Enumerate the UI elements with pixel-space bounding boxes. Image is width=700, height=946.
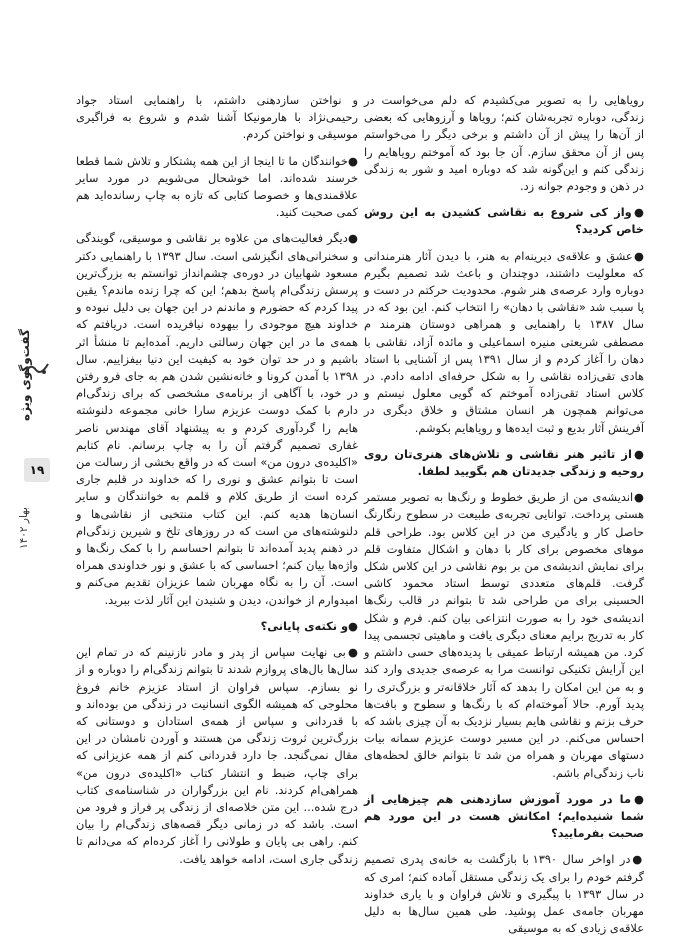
section-title: گفت‌وگوی ویژه	[18, 329, 32, 421]
issue-date: بهار ۱۴۰۲	[18, 507, 30, 549]
paragraph: ●در اواخر سال ۱۳۹۰ با بازگشت به خانه‌ی پدری تصمیم گرفتم خودم را برای یک زندگی مستقل آماده کنم؛ امری که در سال ۱۳۹۳ با پیگیری و تلاش فراوان و با یاری خداوند مهربان جامه‌ی عمل پوشید. طی همین سال‌ها به دلیل علاقه‌ی زیادی که به موسیقی	[364, 852, 645, 936]
interview-question: ●و نکته‌ی پایانی؟	[260, 618, 358, 633]
article-column-right	[364, 92, 644, 946]
paragraph: ●بی نهایت سپاس از پدر و مادر نازنینم که در تمام این سال‌ها بال‌های پروازم شدند تا بتوانم زندگی‌ام را دوباره و از نو بسازم. سپاس فراوان از استاد عزیزم خانم فروغ محلوجی که همیشه الگوی انسانیت در زندگی من بوده‌اند و با قدردانی و سپاس از همه‌ی استادان و دوستانی که بزرگ‌ترین ثروت زندگی من هستند و آوردن نامشان در این مقال نمی‌گنجد. جا دارد قدردانی کنم از همه عزیزانی که برای چاپ، ضبط و انتشار کتاب «اکلیده‌ی درون من» همراهی‌ام کردند. نام این بزرگواران در شناسنامه‌ی کتاب درج شده... این متن خلاصه‌ای از زندگی پر فراز و فرود من است. باشد که در زمانی دیگر قصه‌های زندگی‌ام را بیان کنم. راهی بی پایان و طولانی را آغاز کرده‌ام که می‌دانم تا زندگی جاری است، ادامه خواهد یافت.	[76, 645, 358, 866]
paragraph: رویاهایی را به تصویر می‌کشیدم که دلم می‌خواست در زندگی، دوباره تجربه‌شان کنم؛ رویاها و آرزوهایی که بعضی از آن‌ها را پیش از آن داشتم و برخی دیگر را می‌خواستم پس از آن محقق سازم. آن جا بود که آموختم رویاهایم را زندگی کنم و این‌گونه شد که دوباره امید و شور به زندگی در ذهن و وجودم جوانه زد.	[364, 93, 644, 194]
page-number: ۱۹	[24, 458, 50, 482]
paragraph: ●دیگر فعالیت‌های من علاوه بر نقاشی و موسیقی، گویندگی و سخنرانی‌های انگیزشی است. سال ۱۳۹۳ با راهنمایی دکتر مسعود شهابیان در دوره‌ی چشم‌انداز توانستم به بزرگ‌ترین پرسش زندگی‌ام پاسخ بدهم؛ این که چرا زنده ماندم؟ یقین پیدا کردم که حضورم و ماندنم در این جهان بی دلیل نبوده و خداوند هیچ موجودی را بیهوده نیافریده است. دریافتم که همه‌ی ما در این جهان رسالتی داریم. آمده‌ایم تا منشأ اثر باشیم و در حد توان خود به کیفیت این دنیا بیفزاییم. سال ۱۳۹۸ با آمدن کرونا و خانه‌نشین شدن هم به جای فرو رفتن در خود، با آگاهی از برنامه‌ی مشخصی که برای زندگی‌ام دارم با کمک دوست عزیزم سارا خانی مجموعه دلنوشته هایم را گردآوری کردم و به پیشنهاد آقای مهندس ناصر غفاری تصمیم گرفتم آن را به چاپ برسانم. نام کتابم «اکلیده‌ی درون من» است که در واقع بخشی از رسالت من است تا بتوانم عشق و نوری را که خداوند در قلبم جاری کرده است از طریق کلام و قلمم به خوانندگان و سایر انسان‌ها هدیه کنم. این کتاب منتخبی از نقاشی‌ها و دلنوشته‌های من است که در روزهای تلخ و شیرین زندگی‌ام در ذهنم پدید آمده‌اند تا بتوانم احساسم را با کمک رنگ‌ها و واژه‌ها بیان کنم؛ احساسی که با عشق و نور خداوندی همراه است. آن را به نگاه مهربان شما عزیزان تقدیم می‌کنم و امیدوارم از خواندن، دیدن و شنیدن این آثار لذت ببرید.	[76, 231, 358, 607]
article-column-left	[76, 92, 358, 877]
magazine-logo-icon	[22, 360, 52, 378]
interview-question: ●ما در مورد آموزش سازدهنی هم چیزهایی از شما شنیده‌ایم؛ امکانش هست در این مورد هم صحبت بفرمایید؟	[364, 791, 644, 841]
interview-question: ●از تاثیر هنر نقاشی و تلاش‌های هنری‌تان روی روحیه و زندگی جدیدتان هم بگویید لطفا.	[364, 446, 644, 479]
paragraph: ●اندیشه‌ی من از طریق خطوط و رنگ‌ها به تصویر مستمر هستی پرداخت. توانایی تجربه‌ی طبیعت در سطوح رنگارنگ حاصل کار و یادگیری من در این کلاس بود. طراحی قلم موهای مخصوص برای کار با دهان و اشکال متفاوت قلم برای نمایش اندیشه‌ی من بر بوم نقاشی در این کلاس شکل گرفت. قلم‌های متعددی توسط استاد محمود کاشی الحسینی برای من طراحی شد تا بتوانم در قالب رنگ‌ها اندیشه‌ی خود را به صورت انتزاعی بیان کنم. فرم و شکل کار به تدریج برایم معنای دیگری یافت و ماهیتی تجسمی پیدا کرد. من همیشه ارتباط عمیقی با پدیده‌های حسی داشتم و این آرایش تکنیکی توانست مرا به عرصه‌ی جدیدی وارد کند و به من این امکان را بدهد که آثار خلاقانه‌تر و بزرگ‌تری را پدید آورم. حالا آموخته‌ام که با رنگ‌ها و سطوح و بافت‌ها حرف بزنم و نقاشی هایم بسیار نزدیک به آن چیزی باشد که احساس می‌کنم. در این مسیر دوست عزیزم سمانه بیات دستهای مهربان و همراه من شد تا بتوانم خالق لحظه‌های ناب زندگی‌ام باشم.	[364, 490, 644, 780]
interview-question: ●واز کی شروع به نقاشی کشیدن به این روش خاص کردید؟	[364, 205, 644, 237]
paragraph: ●خوانندگان ما تا اینجا از این همه پشتکار و تلاش شما قطعا خرسند شده‌اند. اما خوشحال می‌شویم در مورد سایر علاقمندی‌ها و خصوصا کتابی که تازه به چاپ رسانده‌اید هم کمی صحبت کنید.	[76, 153, 358, 220]
paragraph: و نواختن سازدهنی داشتم، با راهنمایی استاد جواد رحیمی‌نژاد با هارمونیکا آشنا شدم و شروع به فراگیری موسیقی و نواختن کردم.	[76, 93, 358, 142]
paragraph: ●عشق و علاقه‌ی دیرینه‌ام به هنر، با دیدن آثار هنرمندانی که معلولیت داشتند، دوچندان و باعث شد تصمیم بگیرم دوباره وارد عرصه‌ی هنر شوم. محدودیت حرکتم در دست و پا سبب شد «نقاشی با دهان» را انتخاب کنم. این بود که در سال ۱۳۸۷ با راهنمایی و همراهی دوستان هنرمند م مصطفی شریعتی منیره اسماعیلی و مائده آزاد، نقاشی با دهان را آغاز کردم و از سال ۱۳۹۱ پس از آشنایی با استاد هادی تقی‌زاده نقاشی را به شکل حرفه‌ای ادامه دادم. در کلاس استاد تقی‌زاده آموختم که گویی معلول نیستم و می‌توانم همچون هر انسان مشتاق و خلاق دیگری در آفرینش آثار بدیع و ثبت ایده‌ها و رویاهایم بکوشم.	[364, 248, 644, 435]
